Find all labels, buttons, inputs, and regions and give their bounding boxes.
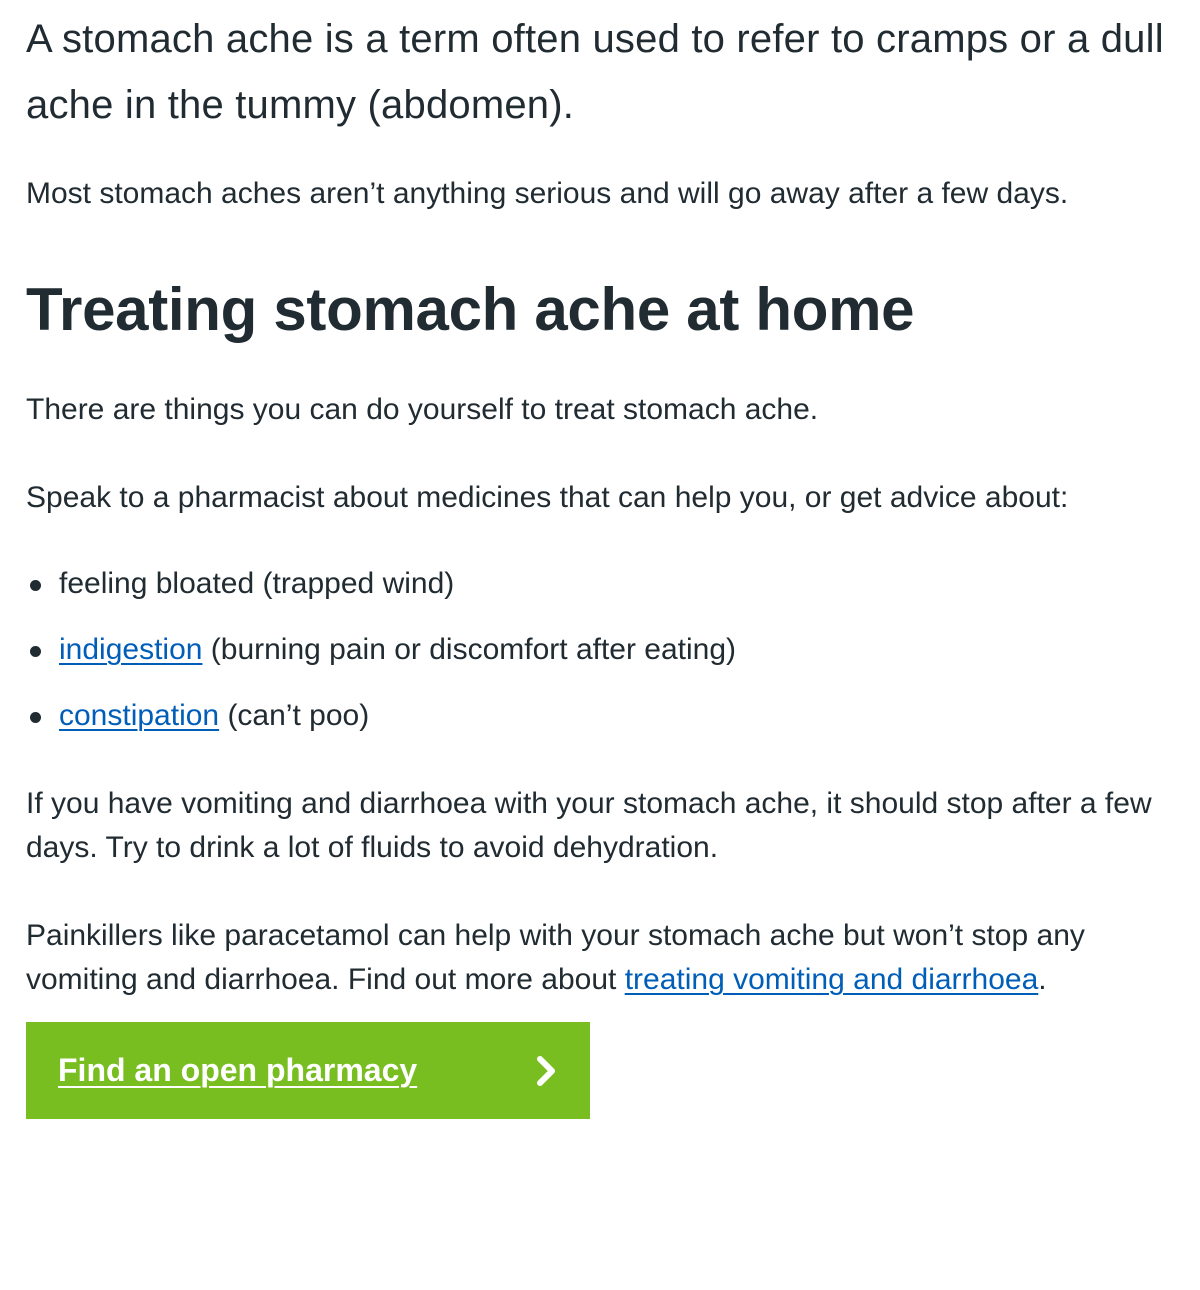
constipation-link[interactable]: constipation	[59, 699, 220, 732]
bullet-icon	[30, 712, 41, 723]
home-treatment-paragraph: There are things you can do yourself to treat stomach ache.	[26, 393, 819, 426]
advice-list	[26, 562, 1174, 738]
list-item-text: feeling bloated (trapped wind)	[59, 567, 455, 600]
list-item	[26, 628, 1174, 672]
list-item	[26, 562, 1174, 606]
treating-vomiting-link[interactable]: treating vomiting and diarrhoea	[624, 963, 1039, 996]
find-pharmacy-button[interactable]	[26, 1022, 590, 1119]
bullet-icon	[30, 580, 41, 591]
painkillers-end: .	[1038, 963, 1047, 996]
indigestion-link[interactable]: indigestion	[59, 633, 203, 666]
list-item-text: (burning pain or discomfort after eating)	[202, 633, 737, 666]
vomiting-paragraph: If you have vomiting and diarrhoea with your stomach ache, it should stop after a few days. Try to drink a lot of fluids to avoid dehydration.	[26, 787, 1152, 864]
chevron-right-icon	[536, 1056, 558, 1086]
list-item	[26, 694, 1174, 738]
summary-paragraph: Most stomach aches aren’t anything serious and will go away after a few days.	[26, 177, 1069, 210]
painkillers-text: Painkillers like paracetamol can help with your stomach ache but won’t stop any vomiting and diarrhoea. Find out more about	[26, 919, 1085, 996]
list-item-text: (can’t poo)	[219, 699, 370, 732]
pharmacist-paragraph: Speak to a pharmacist about medicines that can help you, or get advice about:	[26, 481, 1069, 514]
article-content	[0, 6, 1200, 1119]
bullet-icon	[30, 646, 41, 657]
section-heading: Treating stomach ache at home	[26, 276, 915, 343]
painkillers-paragraph	[26, 914, 1174, 1002]
find-pharmacy-label: Find an open pharmacy	[58, 1052, 418, 1088]
lead-paragraph: A stomach ache is a term often used to refer to cramps or a dull ache in the tummy (abdomen).	[26, 17, 1164, 127]
